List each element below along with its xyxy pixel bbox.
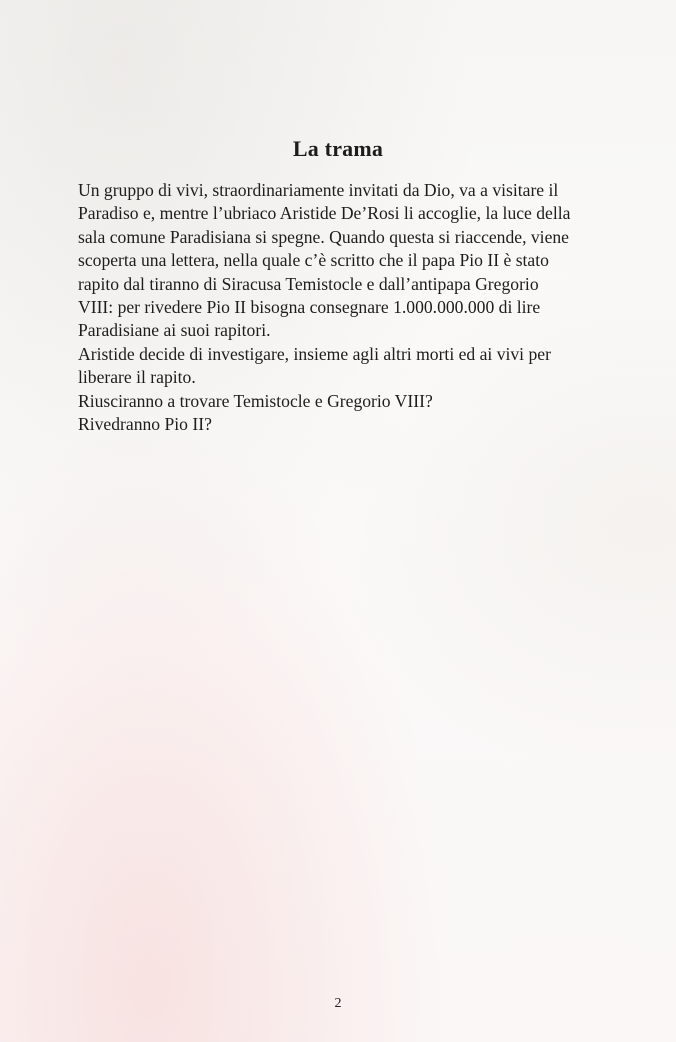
text-line: Un gruppo di vivi, straordinariamente invitati da Dio, va a visitare il — [78, 180, 559, 200]
text-line: scoperta una lettera, nella quale c’è scritto che il papa Pio II è stato — [78, 250, 549, 271]
text-line: Riusciranno a trovare Temistocle e Gregorio VIII? — [78, 390, 433, 411]
text-line: VIII: per rivedere Pio II bisogna consegnare 1.000.000.000 di lire — [78, 297, 541, 318]
text-line: Paradiso e, mentre l’ubriaco Aristide De’Rosi li accoglie, la luce della — [78, 203, 571, 224]
page-number: 2 — [334, 996, 342, 1011]
text-line: Paradisiane ai suoi rapitori. — [78, 320, 271, 341]
text-line: sala comune Paradisiana si spegne. Quando questa si riaccende, viene — [78, 226, 569, 247]
text-line: rapito dal tiranno di Siracusa Temistocle e dall’antipapa Gregorio — [78, 273, 539, 294]
text-line: Aristide decide di investigare, insieme agli altri morti ed ai vivi per — [78, 343, 551, 364]
text-line: Rivedranno Pio II? — [78, 414, 212, 435]
page-title: La trama — [292, 135, 384, 161]
body-paragraph — [78, 179, 648, 436]
text-line: liberare il rapito. — [78, 367, 196, 388]
